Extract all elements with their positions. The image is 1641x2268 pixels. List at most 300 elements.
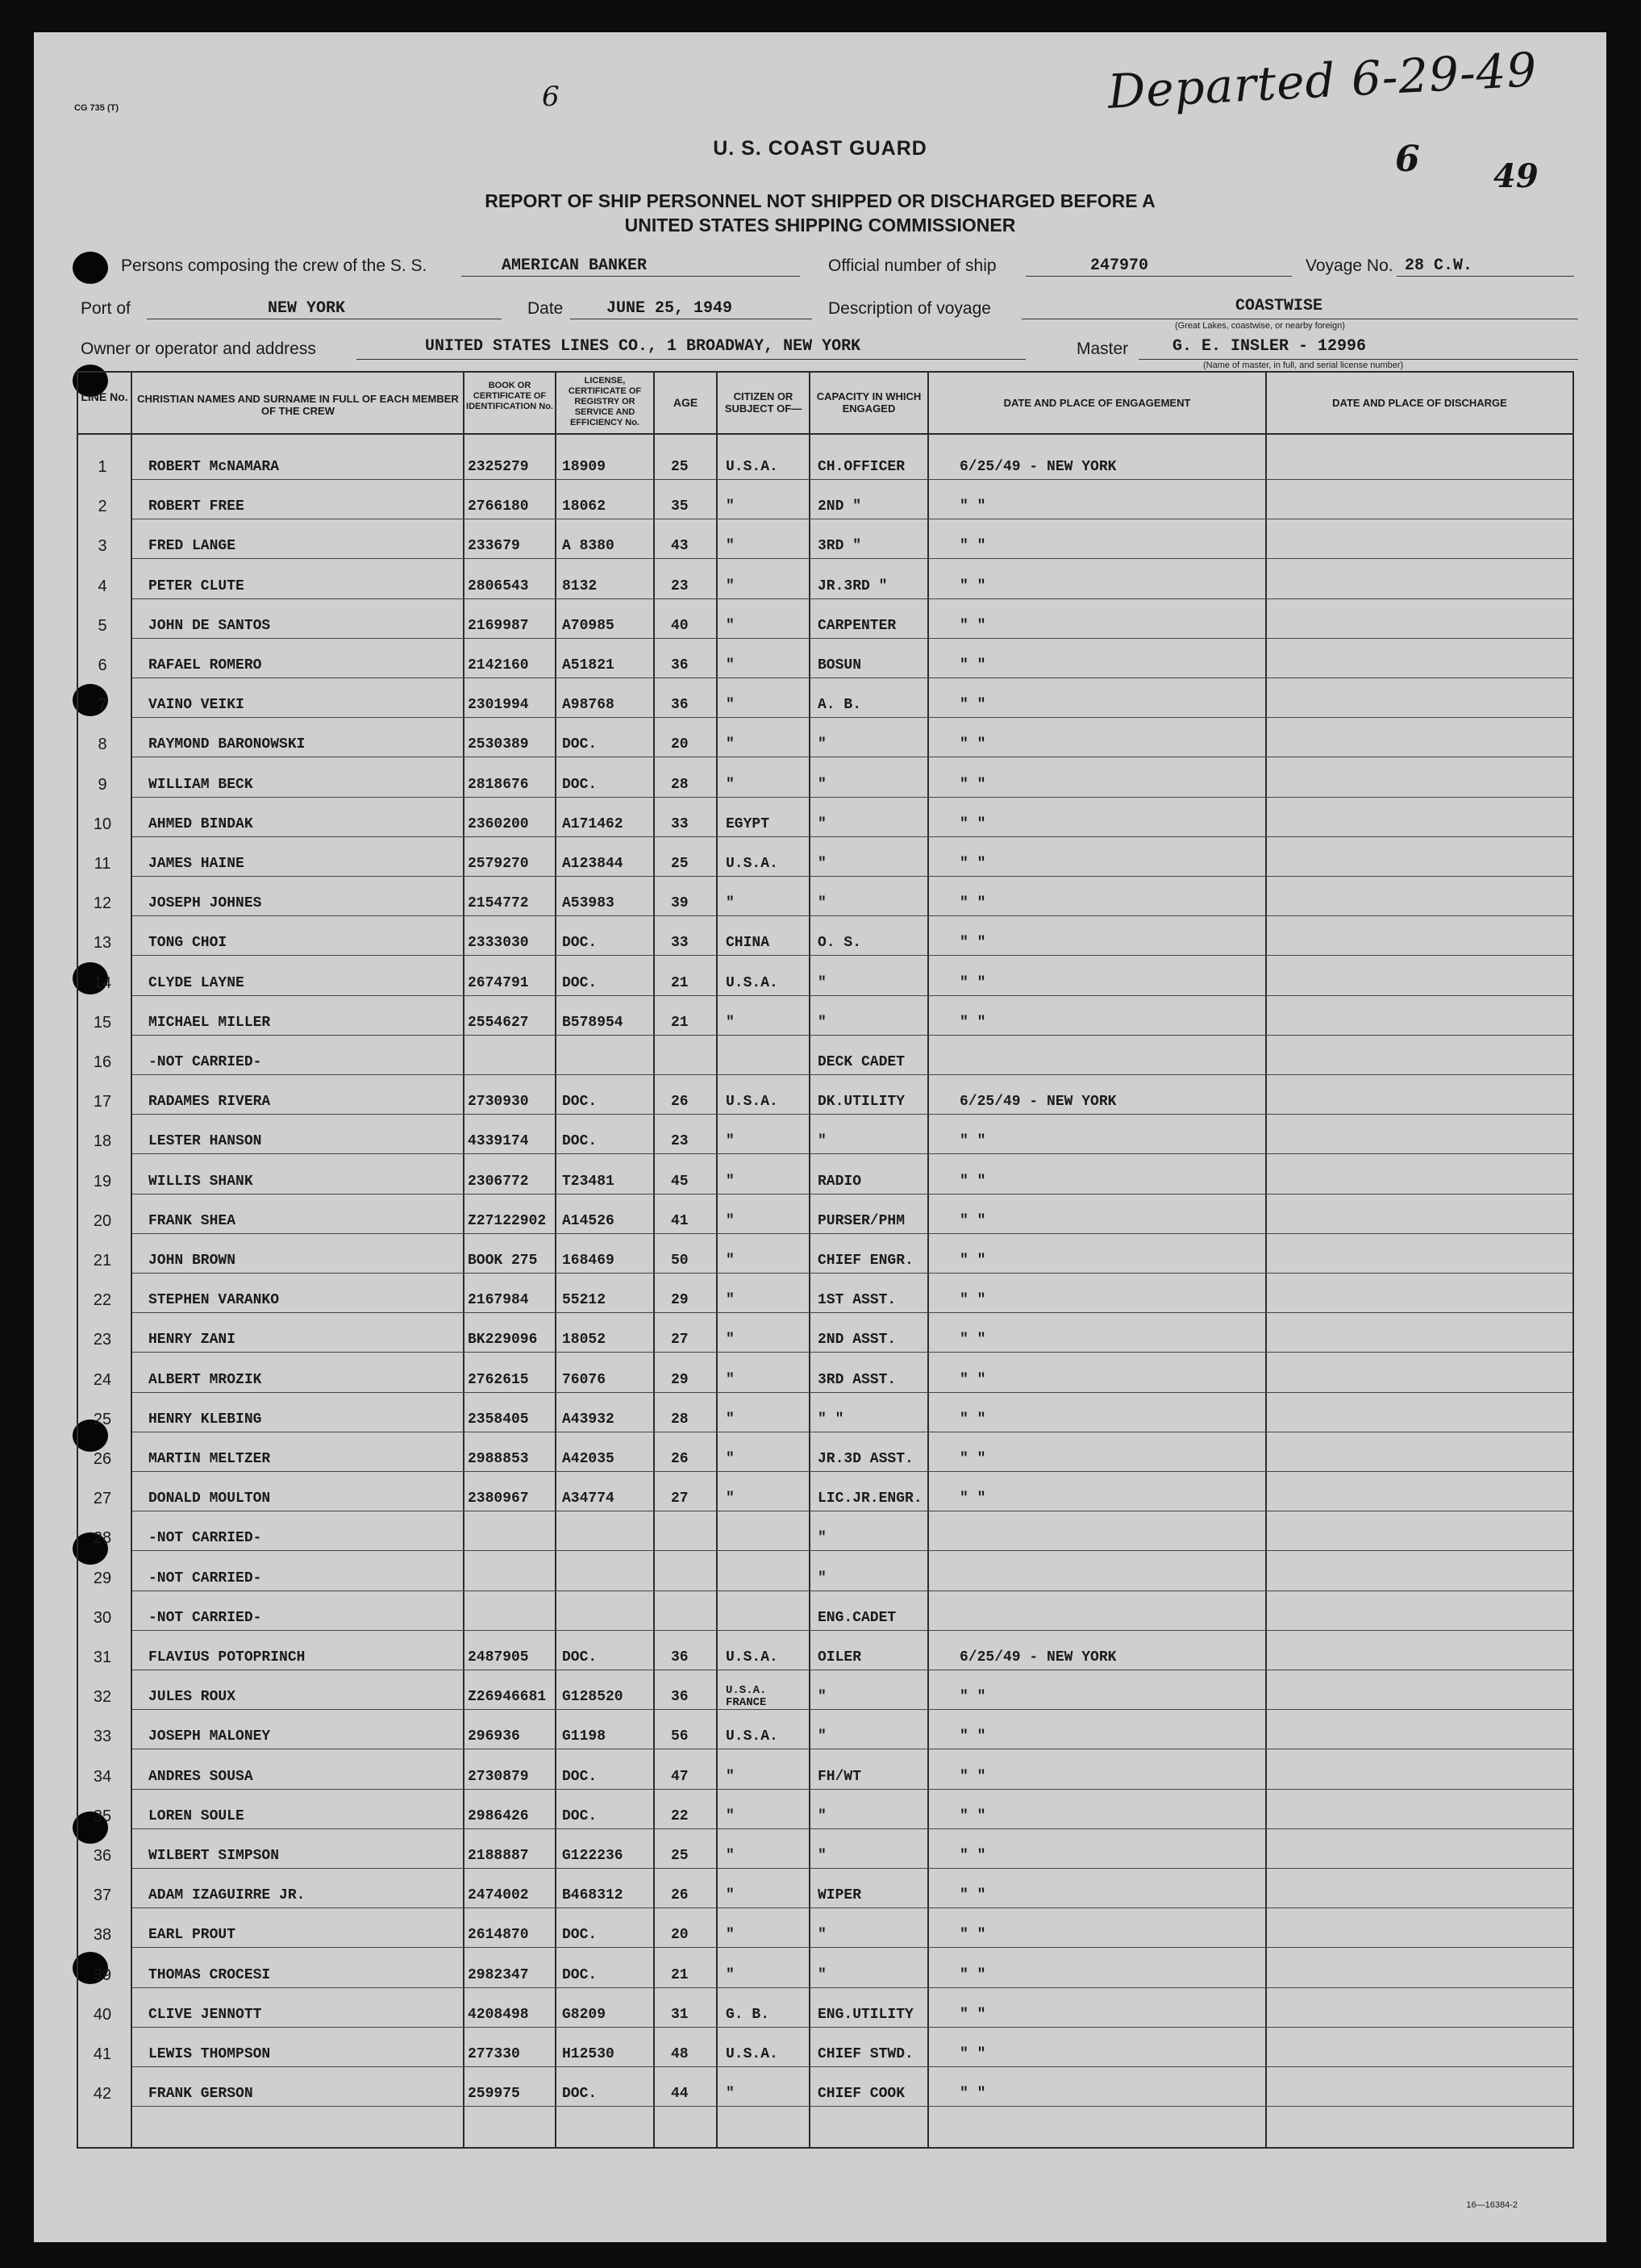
cell-citizen: " (726, 2086, 735, 2103)
cell-book: 2301994 (468, 697, 529, 714)
cell-engagement: " " (960, 538, 986, 555)
cell-license: A42035 (562, 1451, 614, 1467)
cell-no: 21 (93, 1252, 112, 1269)
cell-license: G8209 (562, 2006, 606, 2023)
cell-engagement: " " (960, 697, 986, 714)
cell-capacity: " (818, 895, 827, 912)
row-rule (132, 1114, 1572, 1115)
cell-name: HENRY ZANI (148, 1332, 236, 1349)
cell-age: 23 (671, 577, 689, 594)
col-header-engagement: DATE AND PLACE OF ENGAGEMENT (1003, 397, 1191, 409)
cell-citizen: " (726, 498, 735, 515)
cell-capacity: DECK CADET (818, 1054, 906, 1070)
cell-no: 24 (93, 1370, 112, 1389)
cell-license: 55212 (562, 1292, 606, 1309)
cell-book: 2530389 (468, 736, 529, 753)
cell-age: 25 (671, 1848, 689, 1864)
cell-citizen: " (726, 1451, 735, 1467)
cell-no: 42 (93, 2085, 112, 2103)
cell-name: THOMAS CROCESI (148, 1966, 271, 1983)
agency-title: U. S. COAST GUARD (713, 137, 927, 160)
cell-engagement: " " (960, 1173, 986, 1190)
cell-license: A51821 (562, 657, 614, 673)
column-divider (1572, 371, 1574, 2149)
cell-capacity: OILER (818, 1649, 862, 1666)
col-header-name: CHRISTIAN NAMES AND SURNAME IN FULL OF EACH MEMBER OF THE CREW (137, 393, 459, 417)
cell-license: DOC. (562, 736, 598, 753)
cell-age: 36 (671, 697, 689, 714)
cell-license: 18062 (562, 498, 606, 515)
cell-capacity: RADIO (818, 1173, 862, 1190)
cell-age: 44 (671, 2086, 689, 2103)
col-header-age: AGE (673, 396, 698, 409)
cell-book: BOOK 275 (468, 1253, 538, 1269)
crew-label: Persons composing the crew of the S. S. (121, 256, 427, 275)
cell-no: 31 (93, 1649, 112, 1666)
cell-capacity: CHIEF STWD. (818, 2046, 914, 2062)
table-header-border (77, 433, 1574, 435)
cell-citizen: U.S.A. (726, 856, 778, 872)
cell-age: 45 (671, 1173, 689, 1190)
cell-citizen: U.S.A. (726, 974, 778, 991)
handwritten-page-number: 6 (1395, 139, 1420, 180)
row-rule (132, 2066, 1572, 2067)
port: NEW YORK (268, 299, 346, 318)
cell-citizen: " (726, 617, 735, 634)
cell-capacity: FH/WT (818, 1768, 862, 1785)
cell-engagement: " " (960, 1490, 986, 1507)
cell-citizen: " (726, 1371, 735, 1388)
cell-license: A98768 (562, 697, 614, 714)
owner: UNITED STATES LINES CO., 1 BROADWAY, NEW YORK (425, 337, 861, 356)
cell-book: 2306772 (468, 1173, 529, 1190)
cell-license: DOC. (562, 776, 598, 793)
cell-capacity: JR.3RD " (818, 577, 888, 594)
cell-capacity: 3RD " (818, 538, 862, 555)
cell-age: 33 (671, 935, 689, 952)
cell-capacity: CHIEF COOK (818, 2086, 906, 2103)
cell-citizen: " (726, 1807, 735, 1824)
cell-capacity: " (818, 1014, 827, 1031)
cell-no: 38 (93, 1926, 112, 1945)
cell-citizen: U.S.A. (726, 1728, 778, 1745)
cell-age: 21 (671, 1014, 689, 1031)
cell-capacity: " (818, 1689, 827, 1706)
row-rule (132, 1273, 1572, 1274)
row-rule (132, 1630, 1572, 1631)
cell-citizen: " (726, 657, 735, 673)
cell-citizen: " (726, 1133, 735, 1150)
cell-name: JOHN DE SANTOS (148, 617, 271, 634)
cell-capacity: ENG.UTILITY (818, 2006, 914, 2023)
cell-no: 39 (93, 1966, 112, 1984)
cell-citizen: EGYPT (726, 815, 770, 832)
cell-book: 2674791 (468, 974, 529, 991)
row-rule (132, 1352, 1572, 1353)
cell-capacity: DK.UTILITY (818, 1094, 906, 1111)
cell-citizen: " (726, 1966, 735, 1983)
date-label: Date (527, 299, 564, 318)
row-rule (132, 1392, 1572, 1393)
cell-capacity: PURSER/PHM (818, 1212, 906, 1229)
cell-no: 23 (93, 1331, 112, 1349)
cell-license: 18052 (562, 1332, 606, 1349)
cell-engagement: " " (960, 1332, 986, 1349)
cell-no: 1 (98, 458, 107, 476)
cell-capacity: JR.3D ASST. (818, 1451, 914, 1467)
cell-citizen: G. B. (726, 2006, 770, 2023)
cell-license: B468312 (562, 1887, 623, 1904)
col-header-citizen: CITIZEN OR SUBJECT OF— (724, 390, 802, 415)
description-note: (Great Lakes, coastwise, or nearby foreign) (1175, 321, 1345, 331)
row-rule (132, 797, 1572, 798)
cell-capacity: 3RD ASST. (818, 1371, 897, 1388)
cell-book: Z26946681 (468, 1689, 547, 1706)
row-rule (132, 1550, 1572, 1551)
report-title-line-1: REPORT OF SHIP PERSONNEL NOT SHIPPED OR DISCHARGED BEFORE A (485, 190, 1156, 211)
cell-age: 20 (671, 736, 689, 753)
cell-citizen: " (726, 1768, 735, 1785)
cell-capacity: " (818, 1133, 827, 1150)
cell-age: 28 (671, 776, 689, 793)
cell-license: A70985 (562, 617, 614, 634)
cell-no: 26 (93, 1450, 112, 1468)
row-rule (132, 1868, 1572, 1869)
cell-citizen: " (726, 1332, 735, 1349)
row-rule (132, 2106, 1572, 2107)
cell-book: 2167984 (468, 1292, 529, 1309)
cell-engagement: " " (960, 577, 986, 594)
cell-license: A43932 (562, 1411, 614, 1428)
cell-name: FRED LANGE (148, 538, 236, 555)
row-rule (132, 1789, 1572, 1790)
row-rule (132, 1312, 1572, 1313)
cell-citizen: " (726, 1253, 735, 1269)
official-number-label: Official number of ship (828, 256, 997, 275)
cell-citizen: " (726, 577, 735, 594)
cell-license: DOC. (562, 935, 598, 952)
cell-no: 8 (98, 736, 107, 754)
cell-engagement: " " (960, 1966, 986, 1983)
cell-no: 12 (93, 894, 112, 913)
cell-license: DOC. (562, 1649, 598, 1666)
cell-engagement: " " (960, 856, 986, 872)
col-header-book: BOOK OR CERTIFICATE OF IDENTIFICATION No. (466, 381, 553, 411)
cell-book: 2614870 (468, 1927, 529, 1944)
cell-capacity: 1ST ASST. (818, 1292, 897, 1309)
cell-name: -NOT CARRIED- (148, 1054, 262, 1070)
cell-name: EARL PROUT (148, 1927, 236, 1944)
cell-name: ROBERT FREE (148, 498, 244, 515)
cell-engagement: " " (960, 657, 986, 673)
row-rule (132, 876, 1572, 877)
cell-no: 19 (93, 1172, 112, 1190)
cell-license: G128520 (562, 1689, 623, 1706)
cell-age: 20 (671, 1927, 689, 1944)
cell-name: TONG CHOI (148, 935, 227, 952)
cell-citizen: " (726, 1490, 735, 1507)
cell-engagement: " " (960, 1689, 986, 1706)
row-rule (132, 479, 1572, 480)
cell-capacity: O. S. (818, 935, 862, 952)
cell-engagement: " " (960, 815, 986, 832)
cell-book: 2766180 (468, 498, 529, 515)
row-rule (132, 1074, 1572, 1075)
cell-capacity: " (818, 1807, 827, 1824)
cell-name: MARTIN MELTZER (148, 1451, 271, 1467)
cell-capacity: " (818, 736, 827, 753)
table-top-border (77, 371, 1574, 373)
cell-engagement: " " (960, 1253, 986, 1269)
cell-license: 168469 (562, 1253, 614, 1269)
row-rule (132, 677, 1572, 678)
cell-age: 56 (671, 1728, 689, 1745)
cell-name: ANDRES SOUSA (148, 1768, 253, 1785)
cell-name: RAYMOND BARONOWSKI (148, 736, 306, 753)
cell-age: 26 (671, 1094, 689, 1111)
voyage-no: 28 C.W. (1405, 256, 1473, 275)
cell-age: 36 (671, 1649, 689, 1666)
cell-name: FRANK GERSON (148, 2086, 253, 2103)
col-header-license: LICENSE, CERTIFICATE OF REGISTRY OR SERVICE AND EFFICIENCY No. (568, 376, 642, 427)
cell-capacity: BOSUN (818, 657, 862, 673)
row-rule (132, 638, 1572, 639)
cell-age: 41 (671, 1212, 689, 1229)
cell-book: 2325279 (468, 459, 529, 475)
cell-book: Z27122902 (468, 1212, 547, 1229)
cell-book: 259975 (468, 2086, 520, 2103)
cell-no: 25 (93, 1410, 112, 1428)
cell-engagement: " " (960, 2006, 986, 2023)
cell-age: 26 (671, 1451, 689, 1467)
cell-name: CLIVE JENNOTT (148, 2006, 262, 2023)
cell-engagement: " " (960, 617, 986, 634)
cell-book: 2730879 (468, 1768, 529, 1785)
cell-name: LESTER HANSON (148, 1133, 262, 1150)
cell-no: 40 (93, 2005, 112, 2024)
cell-capacity: A. B. (818, 697, 862, 714)
cell-license: A171462 (562, 815, 623, 832)
ship-name: AMERICAN BANKER (502, 256, 648, 275)
col-header-line: LINE No. (81, 390, 128, 403)
cell-citizen: " (726, 1292, 735, 1309)
cell-no: 32 (93, 1688, 112, 1707)
cell-no: 5 (98, 616, 107, 635)
cell-name: WILLIAM BECK (148, 776, 253, 793)
cell-name: AHMED BINDAK (148, 815, 253, 832)
cell-age: 50 (671, 1253, 689, 1269)
report-sheet (34, 32, 1606, 2242)
cell-engagement: " " (960, 1728, 986, 1745)
row-rule (132, 1233, 1572, 1234)
cell-book: 2554627 (468, 1014, 529, 1031)
cell-name: ALBERT MROZIK (148, 1371, 262, 1388)
cell-capacity: WIPER (818, 1887, 862, 1904)
cell-name: JULES ROUX (148, 1689, 236, 1706)
cell-age: 26 (671, 1887, 689, 1904)
cell-engagement: " " (960, 974, 986, 991)
cell-citizen: " (726, 1173, 735, 1190)
cell-engagement: " " (960, 1292, 986, 1309)
cell-age: 23 (671, 1133, 689, 1150)
cell-capacity: " (818, 776, 827, 793)
cell-no: 13 (93, 934, 112, 953)
cell-book: 2487905 (468, 1649, 529, 1666)
cell-license: G122236 (562, 1848, 623, 1864)
cell-citizen: " (726, 776, 735, 793)
cell-capacity: " (818, 1570, 827, 1586)
row-rule (132, 836, 1572, 837)
cell-license: A53983 (562, 895, 614, 912)
cell-no: 36 (93, 1847, 112, 1865)
row-rule (132, 598, 1572, 599)
cell-license: DOC. (562, 1133, 598, 1150)
cell-no: 6 (98, 657, 107, 674)
cell-age: 39 (671, 895, 689, 912)
cell-book: 2730930 (468, 1094, 529, 1111)
cell-book: 2579270 (468, 856, 529, 872)
cell-age: 35 (671, 498, 689, 515)
cell-license: T23481 (562, 1173, 614, 1190)
cell-license: DOC. (562, 1807, 598, 1824)
cell-capacity: 2ND ASST. (818, 1332, 897, 1349)
cell-no: 17 (93, 1093, 112, 1111)
cell-engagement: " " (960, 736, 986, 753)
cell-license: DOC. (562, 1768, 598, 1785)
cell-name: JAMES HAINE (148, 856, 244, 872)
cell-engagement: " " (960, 1371, 986, 1388)
port-label: Port of (81, 299, 131, 318)
row-rule (132, 1471, 1572, 1472)
cell-capacity: 2ND " (818, 498, 862, 515)
cell-book: 2982347 (468, 1966, 529, 1983)
cell-capacity: " (818, 974, 827, 991)
cell-citizen: " (726, 1411, 735, 1428)
cell-age: 36 (671, 1689, 689, 1706)
cell-capacity: " (818, 856, 827, 872)
description: COASTWISE (1235, 297, 1323, 315)
cell-no: 28 (93, 1529, 112, 1548)
row-rule (132, 915, 1572, 916)
cell-engagement: " " (960, 1768, 986, 1785)
cell-no: 35 (93, 1807, 112, 1825)
report-title-line-2: UNITED STATES SHIPPING COMMISSIONER (624, 215, 1016, 236)
cell-license: 8132 (562, 577, 598, 594)
cell-book: 2806543 (468, 577, 529, 594)
cell-age: 43 (671, 538, 689, 555)
cell-book: 277330 (468, 2046, 520, 2062)
cell-name: WILBERT SIMPSON (148, 1848, 280, 1864)
cell-engagement: 6/25/49 - NEW YORK (960, 1094, 1117, 1111)
cell-name: LOREN SOULE (148, 1807, 244, 1824)
cell-engagement: " " (960, 1887, 986, 1904)
row-rule (132, 1987, 1572, 1988)
cell-no: 4 (98, 577, 107, 595)
cell-age: 25 (671, 459, 689, 475)
cell-name: -NOT CARRIED- (148, 1570, 262, 1586)
master-label: Master (1077, 340, 1129, 358)
cell-book: 2988853 (468, 1451, 529, 1467)
cell-age: 21 (671, 974, 689, 991)
cell-citizen: " (726, 1212, 735, 1229)
cell-no: 14 (93, 973, 112, 992)
cell-engagement: " " (960, 1848, 986, 1864)
cell-citizen: " (726, 1927, 735, 1944)
cell-capacity: LIC.JR.ENGR. (818, 1490, 923, 1507)
owner-label: Owner or operator and address (81, 340, 316, 358)
cell-book: 2154772 (468, 895, 529, 912)
description-label: Description of voyage (828, 299, 991, 318)
cell-no: 30 (93, 1608, 112, 1627)
row-rule (132, 1947, 1572, 1948)
cell-capacity: " (818, 1530, 827, 1547)
cell-name: ADAM IZAGUIRRE JR. (148, 1887, 306, 1904)
cell-engagement: 6/25/49 - NEW YORK (960, 459, 1117, 475)
cell-license: A 8380 (562, 538, 614, 555)
cell-engagement: " " (960, 935, 986, 952)
cell-citizen: U.S.A. (726, 2046, 778, 2062)
cell-license: A14526 (562, 1212, 614, 1229)
cell-engagement: " " (960, 498, 986, 515)
cell-citizen: " (726, 1848, 735, 1864)
cell-capacity: ENG.CADET (818, 1609, 897, 1626)
cell-citizen: " (726, 538, 735, 555)
cell-book: 233679 (468, 538, 520, 555)
row-rule (132, 1828, 1572, 1829)
cell-age: 40 (671, 617, 689, 634)
cell-book: 4208498 (468, 2006, 529, 2023)
cell-age: 29 (671, 1292, 689, 1309)
master: G. E. INSLER - 12996 (1172, 337, 1367, 356)
cell-no: 33 (93, 1728, 112, 1746)
cell-engagement: " " (960, 1411, 986, 1428)
cell-no: 9 (98, 775, 107, 794)
cell-book: 2986426 (468, 1807, 529, 1824)
cell-no: 22 (93, 1291, 112, 1310)
col-header-capacity: CAPACITY IN WHICH ENGAGED (816, 390, 922, 415)
cell-name: FRANK SHEA (148, 1212, 236, 1229)
cell-name: STEPHEN VARANKO (148, 1292, 280, 1309)
cell-license: G1198 (562, 1728, 606, 1745)
cell-capacity: " (818, 1848, 827, 1864)
cell-citizen: CHINA (726, 935, 770, 952)
cell-engagement: " " (960, 1451, 986, 1467)
row-rule (132, 955, 1572, 956)
cell-age: 27 (671, 1332, 689, 1349)
row-rule (132, 995, 1572, 996)
row-rule (132, 558, 1572, 559)
cell-no: 11 (94, 855, 111, 873)
cell-book: 2360200 (468, 815, 529, 832)
cell-age: 47 (671, 1768, 689, 1785)
cell-license: A123844 (562, 856, 623, 872)
cell-engagement: " " (960, 776, 986, 793)
cell-engagement: " " (960, 1807, 986, 1824)
cell-age: 29 (671, 1371, 689, 1388)
cell-no: 29 (93, 1569, 112, 1587)
master-note: (Name of master, in full, and serial license number) (1203, 361, 1404, 370)
cell-name: ROBERT McNAMARA (148, 459, 280, 475)
cell-book: 2333030 (468, 935, 529, 952)
cell-license: DOC. (562, 1094, 598, 1111)
cell-license: A34774 (562, 1490, 614, 1507)
cell-no: 34 (93, 1767, 112, 1786)
cell-age: 33 (671, 815, 689, 832)
cell-name: MICHAEL MILLER (148, 1014, 271, 1031)
cell-no: 7 (98, 696, 107, 715)
cell-no: 41 (93, 2045, 112, 2063)
cell-citizen: U.S.A. (726, 1094, 778, 1111)
